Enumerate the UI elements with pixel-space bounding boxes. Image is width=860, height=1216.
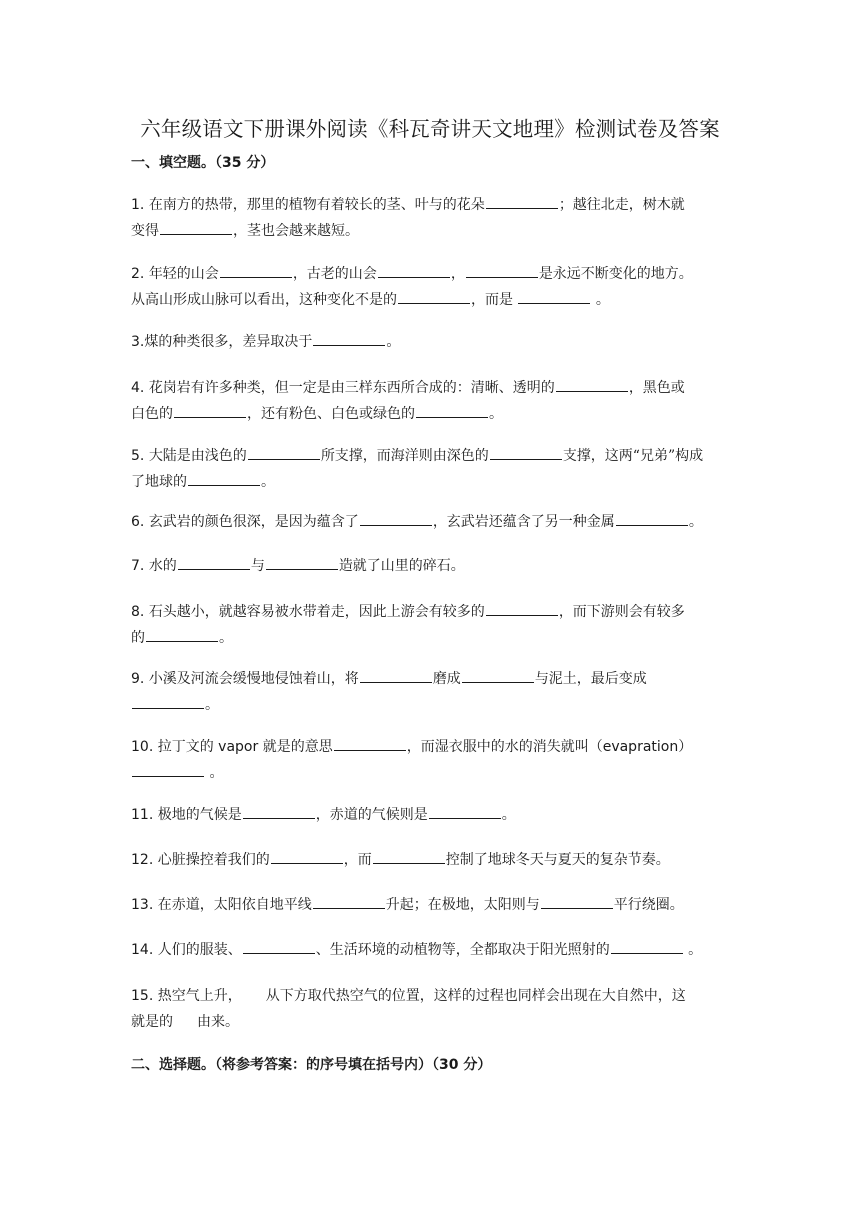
answer-blank[interactable] — [334, 749, 406, 751]
question-text: 、生活环境的动植物等，全都取决于阳光照射的 — [315, 942, 610, 958]
answer-blank[interactable] — [556, 390, 628, 392]
answer-blank[interactable] — [616, 524, 688, 526]
answer-blank[interactable] — [486, 207, 558, 209]
question-text: 。 — [501, 807, 516, 823]
question-text: ，而下游则会有较多 — [558, 604, 685, 620]
question-number: 2. — [131, 266, 149, 282]
question-text: ） — [678, 739, 693, 755]
answer-blank[interactable] — [518, 302, 590, 304]
answer-blank[interactable] — [378, 276, 450, 278]
question-text: 。 — [688, 514, 703, 530]
section-fill-in-heading — [131, 152, 274, 172]
answer-blank[interactable] — [146, 640, 218, 642]
answer-blank[interactable] — [243, 952, 315, 954]
question-text: 与泥土，最后变成 — [534, 671, 647, 687]
answer-blank[interactable] — [398, 302, 470, 304]
question-text: 支撑，这两“兄弟”构成 — [562, 448, 704, 464]
answer-blank[interactable] — [360, 681, 432, 683]
question-text: 升起；在极地，太阳则与 — [385, 897, 540, 913]
question-number: 15. — [131, 988, 158, 1004]
section-choice-heading — [131, 1054, 491, 1074]
question-text: ，茎也会越来越短。 — [233, 223, 359, 239]
answer-blank[interactable] — [373, 862, 445, 864]
question-1 — [131, 192, 731, 244]
question-2 — [131, 261, 731, 313]
question-14 — [131, 937, 731, 963]
question-text: 。 — [386, 334, 401, 350]
latin-word: vapor — [218, 739, 259, 755]
question-number: 10. — [131, 739, 158, 755]
answer-blank[interactable] — [416, 416, 488, 418]
question-text: 玄武岩的颜色很深，是因为蕴含了 — [148, 514, 359, 530]
question-text: ，而 — [343, 852, 372, 868]
question-4 — [131, 375, 731, 427]
question-13 — [131, 892, 731, 918]
question-text: 平行绕圈。 — [613, 897, 684, 913]
answer-blank[interactable] — [360, 524, 432, 526]
question-text: 了地球的 — [131, 474, 187, 490]
question-text: 磨成 — [432, 671, 461, 687]
section-score: 30 — [439, 1057, 459, 1073]
question-text: 人们的服装、 — [157, 942, 242, 958]
question-text: 煤的种类很多，差异取决于 — [144, 334, 313, 350]
question-text: ，而是 — [471, 292, 518, 308]
answer-blank[interactable] — [132, 775, 204, 777]
english-word: evapration — [602, 739, 679, 755]
answer-blank[interactable] — [132, 707, 204, 709]
question-text: 由来。 — [197, 1014, 239, 1030]
answer-blank[interactable] — [466, 276, 538, 278]
question-text: 石头越小，就越容易被水带着走，因此上游会有较多的 — [148, 604, 485, 620]
question-text: ，赤道的气候则是 — [315, 807, 428, 823]
question-text: 。 — [591, 292, 610, 308]
question-5 — [131, 443, 731, 495]
question-text: ， — [450, 266, 465, 282]
question-number: 8. — [131, 604, 149, 620]
question-number: 9. — [131, 671, 149, 687]
question-12 — [131, 847, 731, 873]
answer-blank[interactable] — [174, 416, 246, 418]
answer-blank[interactable] — [313, 907, 385, 909]
question-number: 1. — [131, 197, 149, 213]
question-text: 控制了地球冬天与夏天的复杂节奏。 — [445, 852, 670, 868]
question-6 — [131, 509, 731, 535]
question-text: 从下方取代热空气的位置，这样的过程也同样会出现在大自然中，这 — [265, 988, 686, 1004]
answer-blank[interactable] — [266, 568, 338, 570]
question-number: 5. — [131, 448, 149, 464]
question-text: 。 — [205, 765, 224, 781]
question-number: 14. — [131, 942, 158, 958]
section-label: 二、选择题。（将参考答案：的序号填在括号内）（ — [131, 1057, 439, 1073]
page-title: 六年级语文下册课外阅读《科瓦奇讲天文地理》检测试卷及答案 — [140, 117, 720, 141]
question-text: 从高山形成山脉可以看出，这种变化不是的 — [131, 292, 397, 308]
question-text: ，黑色或 — [628, 380, 685, 396]
question-text: ，而湿衣服中的水的消失就叫（ — [406, 739, 603, 755]
question-text: ；越往北走，树木就 — [558, 197, 685, 213]
question-text: ，还有粉色、白色或绿色的 — [247, 406, 415, 422]
question-number: 3. — [131, 334, 145, 350]
question-text: 造就了山里的碎石。 — [338, 558, 465, 574]
question-3 — [131, 329, 731, 355]
question-number: 7. — [131, 558, 149, 574]
question-text: 变得 — [131, 223, 159, 239]
question-number: 13. — [131, 897, 158, 913]
question-text: 的 — [131, 630, 145, 646]
question-text: 拉丁文的 — [157, 739, 219, 755]
answer-blank[interactable] — [188, 484, 260, 486]
question-text: 就是的 — [131, 1014, 173, 1030]
section-unit: 分） — [458, 1057, 492, 1073]
answer-blank[interactable] — [271, 862, 343, 864]
answer-blank[interactable] — [313, 344, 385, 346]
question-number: 12. — [131, 852, 158, 868]
answer-blank[interactable] — [490, 458, 562, 460]
question-text: 。 — [205, 697, 219, 713]
section-unit: 分） — [241, 155, 275, 171]
section-score: 35 — [222, 155, 242, 171]
question-number: 6. — [131, 514, 149, 530]
question-number: 4. — [131, 380, 149, 396]
answer-blank[interactable] — [429, 817, 501, 819]
question-text: 。 — [489, 406, 503, 422]
question-text: 在南方的热带，那里的植物有着较长的茎、叶与的花朵 — [148, 197, 485, 213]
question-10 — [131, 734, 731, 786]
question-7 — [131, 553, 731, 579]
answer-blank[interactable] — [486, 614, 558, 616]
answer-blank[interactable] — [611, 952, 683, 954]
section-label: 一、填空题。（ — [131, 155, 222, 171]
answer-blank[interactable] — [178, 568, 250, 570]
question-15 — [131, 983, 731, 1035]
answer-blank[interactable] — [462, 681, 534, 683]
question-text: ，古老的山会 — [292, 266, 377, 282]
answer-blank[interactable] — [248, 458, 320, 460]
question-text: 花岗岩有许多种类，但一定是由三样东西所合成的：清晰、透明的 — [148, 380, 555, 396]
question-text: ，玄武岩还蕴含了另一种金属 — [432, 514, 615, 530]
question-text: 大陆是由浅色的 — [148, 448, 247, 464]
question-text: 在赤道，太阳依自地平线 — [157, 897, 312, 913]
question-11 — [131, 802, 731, 828]
question-text: 水的 — [148, 558, 177, 574]
question-text: 极地的气候是 — [157, 807, 242, 823]
answer-blank[interactable] — [160, 233, 232, 235]
question-text: 就是的意思 — [258, 739, 333, 755]
answer-blank[interactable] — [243, 817, 315, 819]
question-text: 年轻的山会 — [148, 266, 219, 282]
question-8 — [131, 599, 731, 651]
answer-blank[interactable] — [541, 907, 613, 909]
question-text: 心脏操控着我们的 — [157, 852, 270, 868]
question-text: 热空气上升， — [157, 988, 242, 1004]
question-text: 是永远不断变化的地方。 — [538, 266, 693, 282]
question-text: 小溪及河流会缓慢地侵蚀着山，将 — [148, 671, 359, 687]
question-text: 。 — [219, 630, 233, 646]
question-9 — [131, 666, 731, 718]
question-text: 。 — [261, 474, 275, 490]
question-text: 所支撑，而海洋则由深色的 — [320, 448, 489, 464]
question-text: 白色的 — [131, 406, 173, 422]
answer-blank[interactable] — [220, 276, 292, 278]
question-text: 。 — [683, 942, 703, 958]
question-text: 与 — [250, 558, 265, 574]
question-number: 11. — [131, 807, 158, 823]
